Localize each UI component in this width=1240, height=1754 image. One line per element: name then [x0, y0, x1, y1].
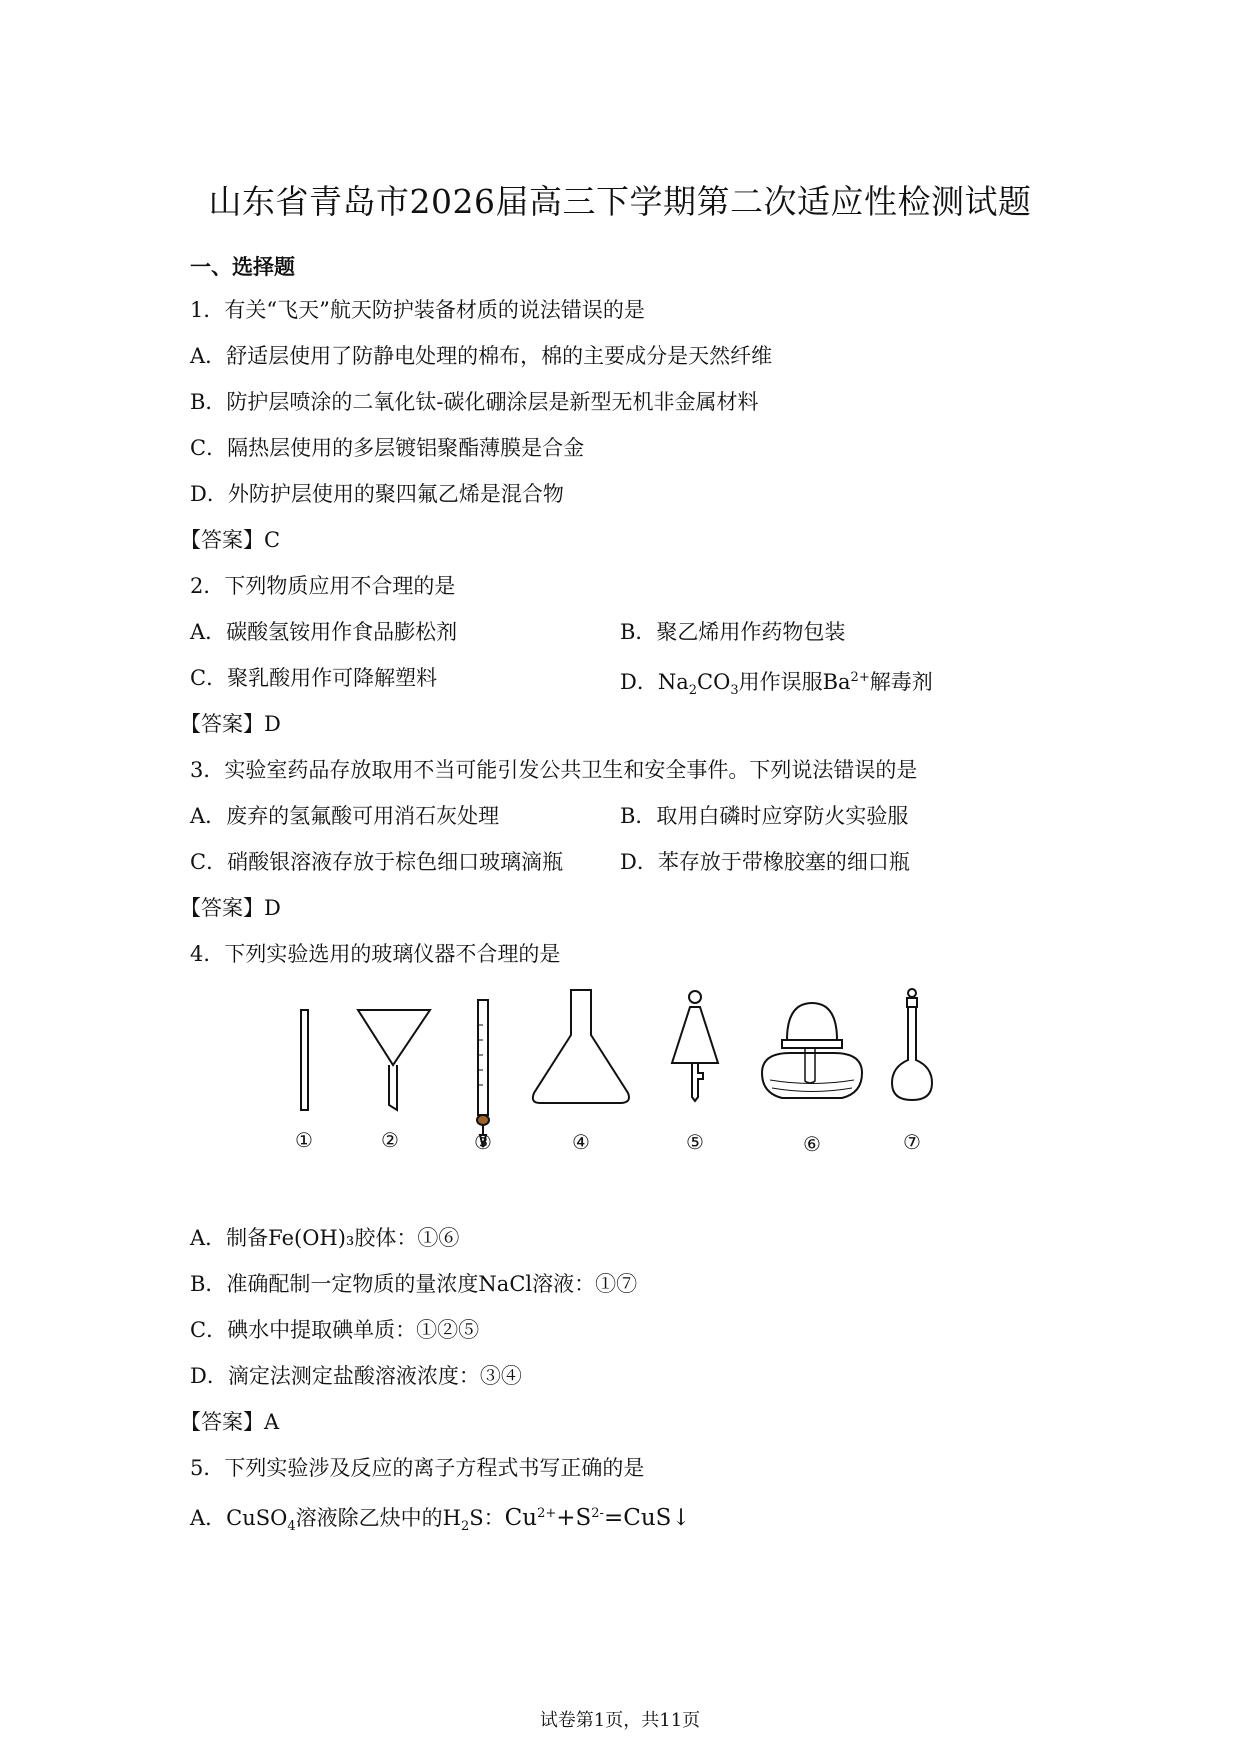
- alcohol-lamp-icon: [762, 1003, 862, 1098]
- figure-label: ③: [474, 1130, 492, 1154]
- q4-stem: 4．下列实验选用的玻璃仪器不合理的是: [190, 942, 561, 966]
- q3-option-b: B．取用白磷时应穿防火实验服: [620, 804, 909, 828]
- q2-option-a: A．碳酸氢铵用作食品膨松剂: [190, 620, 458, 644]
- q4-answer: 【答案】A: [180, 1410, 280, 1434]
- q1-option-c: C．隔热层使用的多层镀铝聚酯薄膜是合金: [190, 436, 585, 460]
- glass-rod-icon: [301, 1010, 308, 1110]
- figure-label: ⑥: [803, 1132, 821, 1156]
- q1-option-d: D．外防护层使用的聚四氟乙烯是混合物: [190, 482, 564, 506]
- q1-option-a: A．舒适层使用了防静电处理的棉布，棉的主要成分是天然纤维: [190, 344, 773, 368]
- q1-option-b: B．防护层喷涂的二氧化钛-碳化硼涂层是新型无机非金属材料: [190, 390, 759, 414]
- figure-label: ⑦: [903, 1130, 921, 1154]
- q1-stem: 1．有关“飞天”航天防护装备材质的说法错误的是: [190, 298, 645, 322]
- separatory-funnel-icon: [672, 991, 718, 1101]
- figure-label: ④: [572, 1130, 590, 1154]
- figure-label: ①: [295, 1128, 313, 1152]
- volumetric-flask-icon: [892, 989, 932, 1100]
- q4-option-b: B．准确配制一定物质的量浓度NaCl溶液：①⑦: [190, 1272, 638, 1296]
- q3-answer: 【答案】D: [180, 896, 281, 920]
- q5-stem: 5．下列实验涉及反应的离子方程式书写正确的是: [190, 1456, 645, 1480]
- q2-option-b: B．聚乙烯用作药物包装: [620, 620, 846, 644]
- section-heading: 一、选择题: [190, 255, 295, 279]
- q3-option-a: A．废弃的氢氟酸可用消石灰处理: [190, 804, 500, 828]
- q3-stem: 3．实验室药品存放取用不当可能引发公共卫生和安全事件。下列说法错误的是: [190, 758, 918, 782]
- q3-option-d: D．苯存放于带橡胶塞的细口瓶: [620, 850, 910, 874]
- q2-option-c: C．聚乳酸用作可降解塑料: [190, 666, 438, 690]
- q3-option-c: C．硝酸银溶液存放于棕色细口玻璃滴瓶: [190, 850, 564, 874]
- q4-option-a: A．制备Fe(OH)₃胶体：①⑥: [190, 1226, 460, 1250]
- page-title: 山东省青岛市2026届高三下学期第二次适应性检测试题: [208, 182, 1032, 221]
- q4-option-d: D．滴定法测定盐酸溶液浓度：③④: [190, 1364, 522, 1388]
- figure-label: ⑤: [686, 1130, 704, 1154]
- funnel-icon: [358, 1010, 430, 1110]
- figure-label: ②: [381, 1128, 399, 1152]
- q2-option-d: D．$Na_2CO_3$用作误服$Ba^{2+}$解毒剂: [620, 670, 933, 699]
- q2-answer: 【答案】D: [180, 712, 281, 736]
- q4-option-c: C．碘水中提取碘单质：①②⑤: [190, 1318, 480, 1342]
- q2-stem: 2．下列物质应用不合理的是: [190, 574, 456, 598]
- glassware-figure: [270, 985, 990, 1180]
- page-footer: 试卷第1页，共11页: [539, 1710, 701, 1731]
- q1-answer: 【答案】C: [180, 528, 281, 552]
- burette-icon: [477, 1000, 489, 1147]
- conical-flask-icon: [533, 990, 629, 1103]
- q5-option-a: A．CuSO$_4$溶液除乙炔中的$H_2S$：$Cu^{2+}+S^{2-}=CuS↓$: [190, 1505, 691, 1535]
